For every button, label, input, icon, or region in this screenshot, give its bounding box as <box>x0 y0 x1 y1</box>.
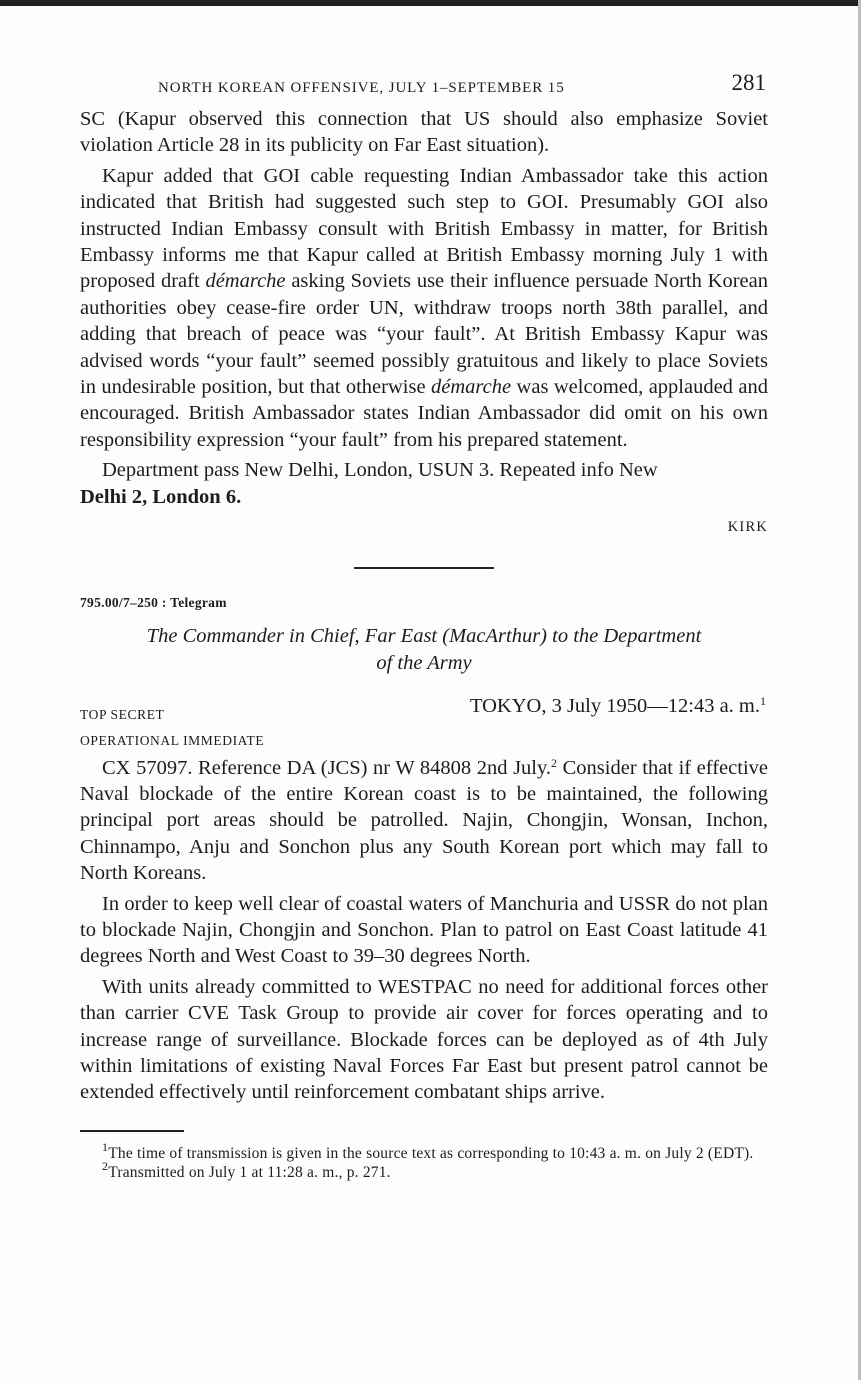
paragraph <box>80 457 768 510</box>
document-page <box>80 66 768 1182</box>
text-run: CX 57097. Reference DA (JCS) nr W 84808 2nd July. <box>102 756 552 779</box>
dateline-text: TOKYO, 3 July 1950—12:43 a. m. <box>469 694 760 717</box>
footnote-text: Transmitted on July 1 at 11:28 a. m., p. 271. <box>108 1163 391 1181</box>
footnote-ref: 2 <box>551 755 558 770</box>
footnote-text: The time of transmission is given in the source text as corresponding to 10:43 a. m. on July 2 (EDT). <box>108 1144 754 1162</box>
telegram-meta <box>80 695 768 755</box>
file-reference: 795.00/7–250 : Telegram <box>80 594 227 610</box>
section-divider <box>354 567 494 569</box>
paragraph: In order to keep well clear of coastal waters of Manchuria and USSR do not plan to blockade Najin, Chongjin and Sonchon. Plan to patrol on East Coast latitude 41 degrees North and West Coast to 39–30 degrees North. <box>80 892 768 968</box>
priority-label: OPERATIONAL IMMEDIATE <box>80 732 265 748</box>
signature: KIRK <box>727 519 768 536</box>
italic-term: démarche <box>205 270 286 293</box>
telegram-body <box>80 755 768 1106</box>
previous-document-continuation <box>80 106 768 541</box>
page-header <box>80 66 768 106</box>
footnote-divider <box>80 1130 184 1132</box>
paragraph: With units already committed to WESTPAC no need for additional forces other than carrier CVE Task Group to provide air cover for forces operating and to increase range of surveillance. Blockade forces can be deployed as of 4th July within limitations of existing Naval Forces Far East but present patrol cannot be extended effectively until reinforcement combatant ships arrive. <box>80 975 768 1104</box>
classification-label: TOP SECRET <box>80 706 165 722</box>
title-line: The Commander in Chief, Far East (MacArthur) to the Department <box>146 624 702 647</box>
italic-term: démarche <box>431 376 512 399</box>
text-run: asking Soviets use their influence persuade North Korean authorities obey cease-fire order UN, withdraw troops north 38th parallel, and adding that breach of peace was “your fault”. At British Embassy Kapur was advised words “your fault” seemed possibly gratuitous and likely to place Soviets in undesirable position, but that otherwise <box>80 270 768 399</box>
title-line: of the Army <box>376 651 472 674</box>
footnote-mark: 2 <box>102 1158 109 1173</box>
footnote <box>80 1139 768 1163</box>
paragraph <box>80 163 768 453</box>
footnote-ref: 1 <box>760 693 766 708</box>
paragraph <box>80 755 768 887</box>
footnote <box>80 1158 768 1182</box>
footnotes <box>80 1139 768 1182</box>
text-run: Kapur added that GOI cable requesting Indian Ambassador take this action indicated that British had suggested such step to GOI. Presumably GOI also instructed Indian Embassy consult with British Embassy in matter, for British Embassy informs me that Kapur called at British Embassy morning July 1 with proposed draft <box>80 164 768 293</box>
text-run: Department pass New Delhi, London, USUN 3. Repeated info New <box>102 459 658 482</box>
text-run: Consider that if effective Naval blockade of the entire Korean coast is to be maintained, the following principal port areas should be patrolled. Najin, Chongjin, Wonsan, Inchon, Chinnampo, Anju and Sonchon plus any South Korean port which may fall to North Koreans. <box>80 756 768 885</box>
page-number: 281 <box>731 70 766 95</box>
running-head: NORTH KOREAN OFFENSIVE, JULY 1–SEPTEMBER 15 <box>158 80 565 96</box>
dateline <box>470 695 766 718</box>
scan-top-border <box>0 0 861 6</box>
text-run: Delhi 2, London 6. <box>80 485 242 508</box>
footnote-mark: 1 <box>102 1139 109 1154</box>
text-run: was welcomed, applauded and encouraged. British Ambassador states Indian Ambassador did omit on his own responsibility expression “your fault” from his prepared statement. <box>80 376 768 451</box>
paragraph: SC (Kapur observed this connection that US should also emphasize Soviet violation Article 28 in its publicity on Far East situation). <box>80 108 768 157</box>
document-title <box>80 623 768 677</box>
